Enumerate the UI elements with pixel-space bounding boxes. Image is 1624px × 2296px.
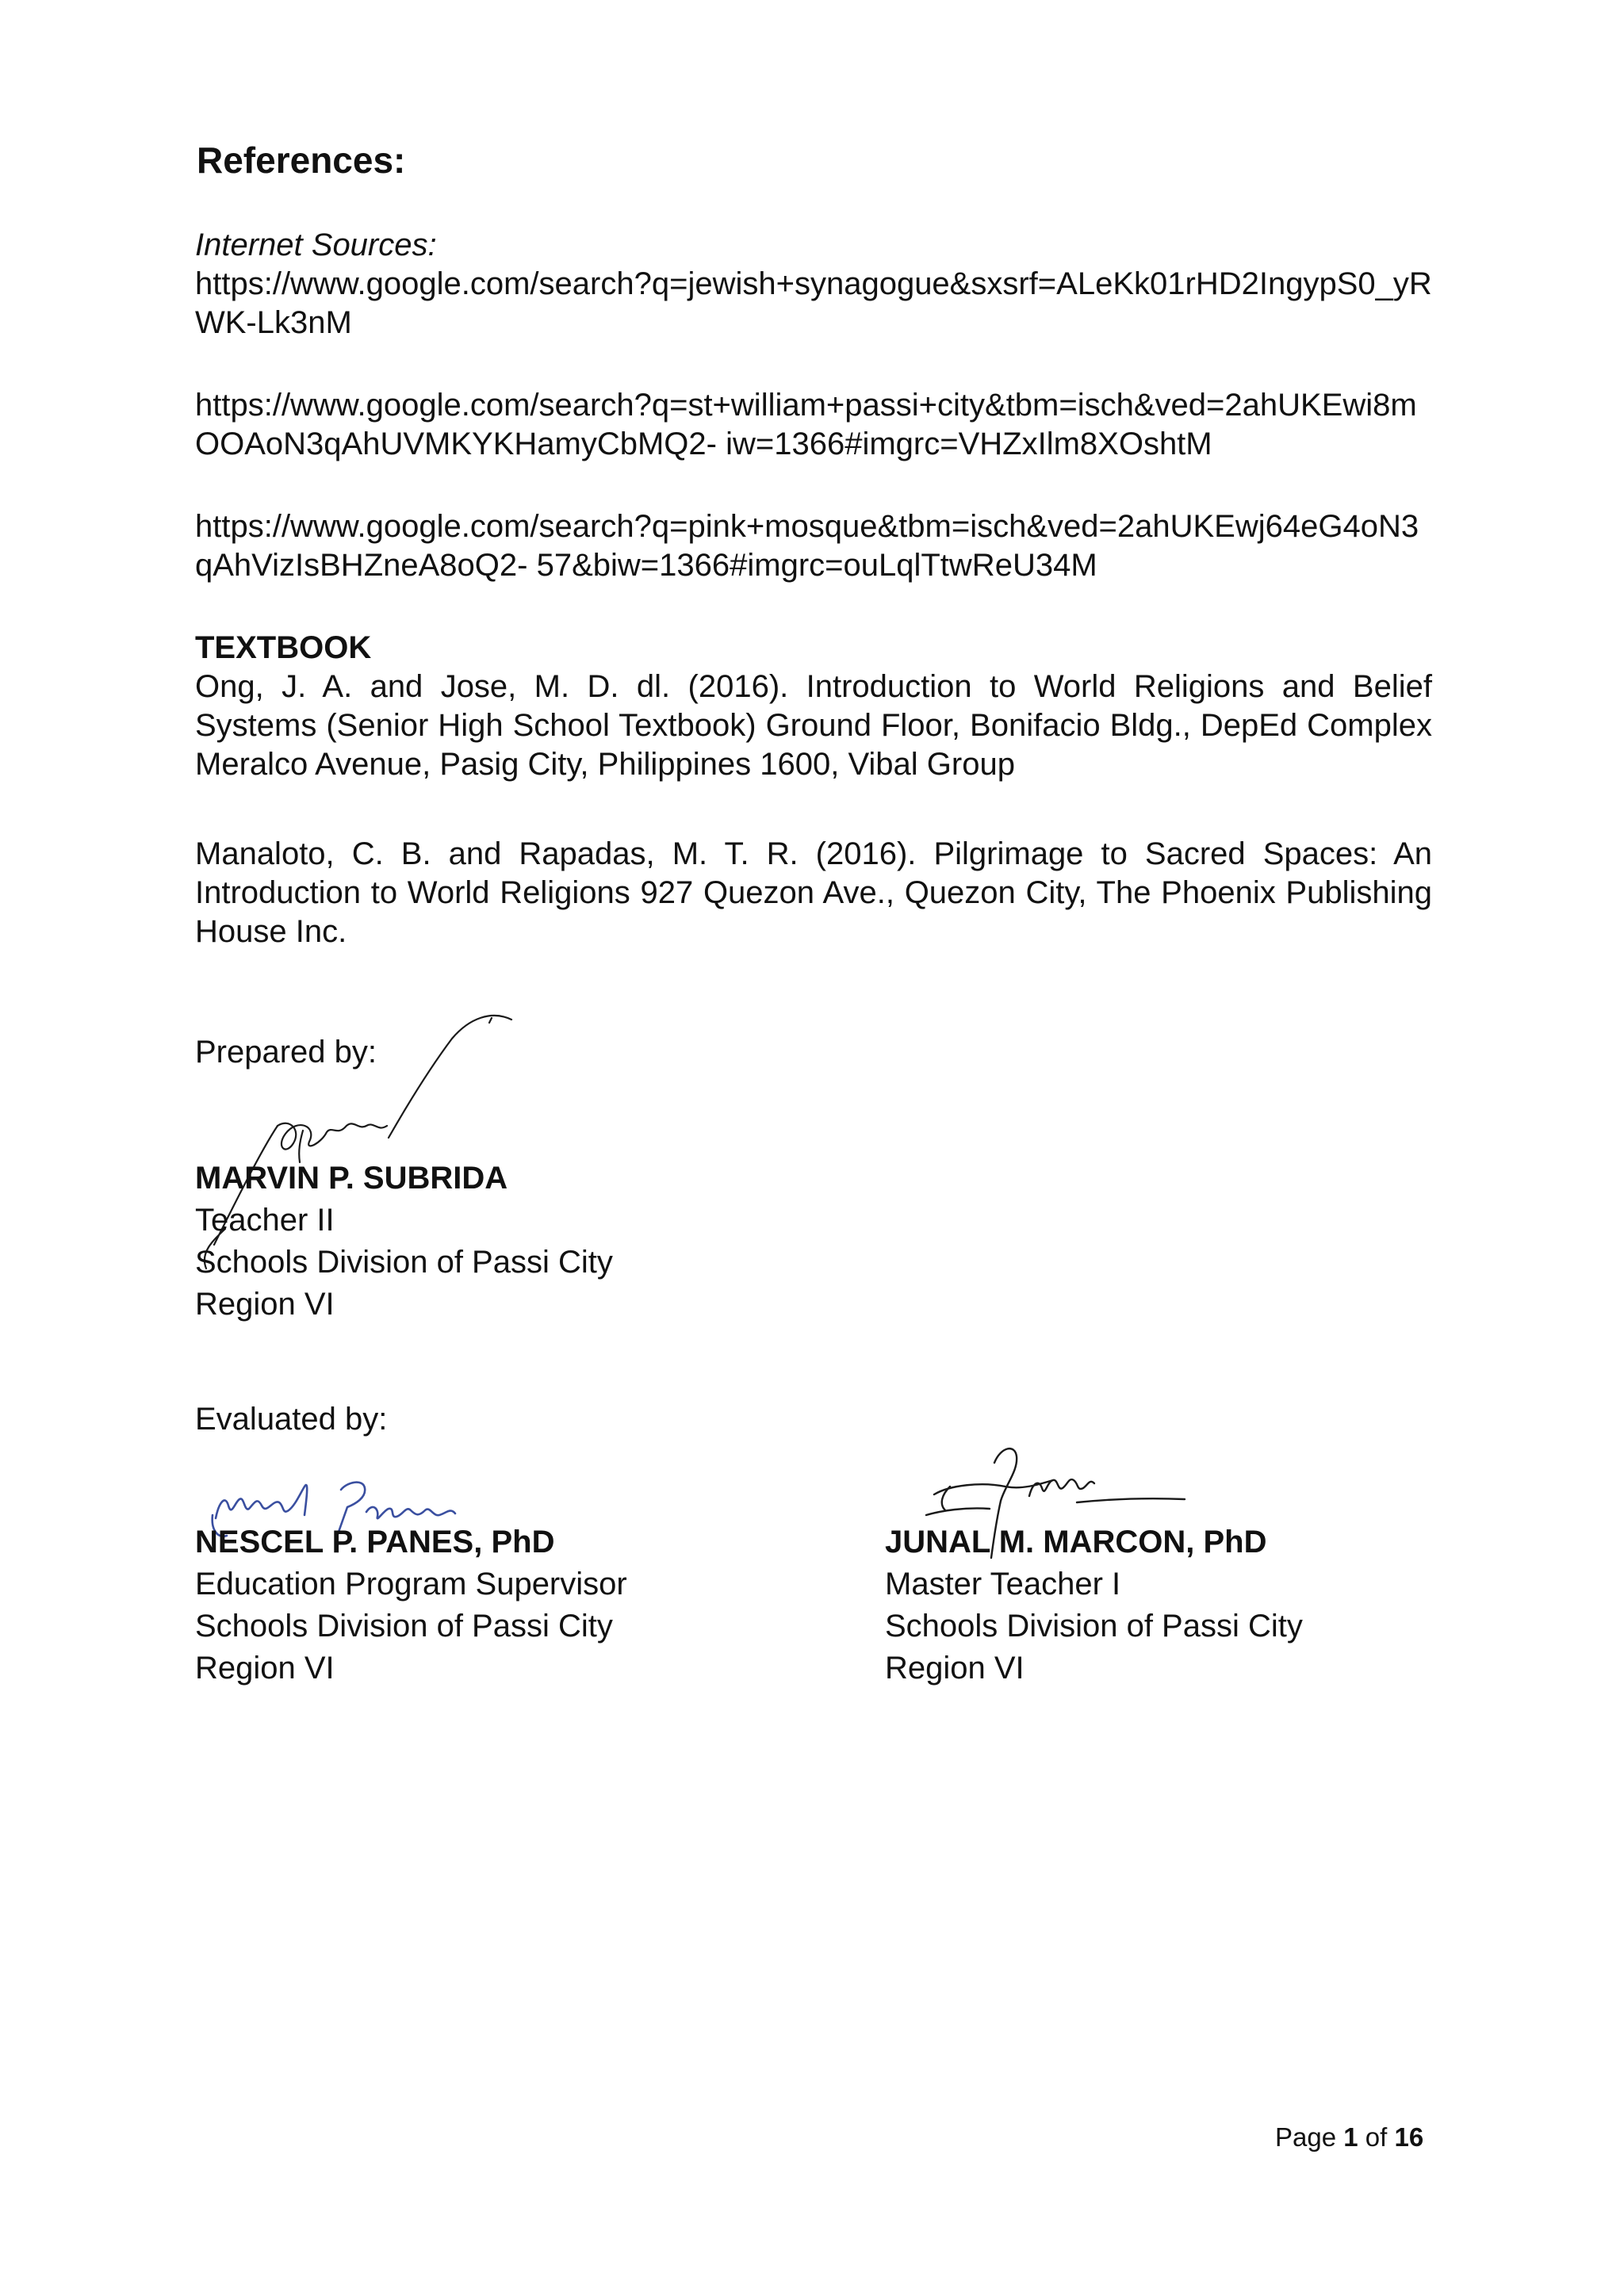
internet-sources-section-2 — [195, 386, 1432, 464]
textbook-label: TEXTBOOK — [195, 630, 372, 665]
internet-sources-label: Internet Sources: — [195, 228, 437, 262]
reference-url: https://www.google.com/search?q=st+william+passi+city&tbm=isch&ved=2ahUKEwi8mOOAoN3qAhUVMKYKHamyCbMQ2- iw=1366#imgrc=VHZxIlm8XOshtM — [195, 388, 1417, 461]
evaluator-1-info — [195, 1521, 627, 1689]
evaluated-by-label: Evaluated by: — [195, 1402, 388, 1437]
internet-sources-section — [195, 226, 1432, 342]
evaluator-2-title: Master Teacher I — [885, 1567, 1121, 1601]
current-page: 1 — [1343, 2122, 1358, 2152]
textbook-section — [195, 629, 1432, 784]
evaluator-2-name: JUNAL M. MARCON, PhD — [885, 1525, 1267, 1559]
page-of: of — [1358, 2122, 1395, 2152]
page-number — [1275, 2122, 1423, 2152]
evaluator-2-region: Region VI — [885, 1651, 1025, 1686]
textbook-entry: Ong, J. A. and Jose, M. D. dl. (2016). Introduction to World Religions and Belief Systems (Senior High School Textbook) Ground Floor, Bonifacio Bldg., DepEd Complex Meralco Avenue, Pasig City, Philippines 1600, Vibal Group — [195, 669, 1432, 782]
page-prefix: Page — [1275, 2122, 1344, 2152]
reference-url: https://www.google.com/search?q=jewish+synagogue&sxsrf=ALeKk01rHD2IngypS0_yRWK-Lk3nM — [195, 266, 1432, 340]
preparer-division: Schools Division of Passi City — [195, 1245, 613, 1280]
evaluator-2-division: Schools Division of Passi City — [885, 1609, 1303, 1644]
internet-sources-section-3 — [195, 507, 1432, 585]
evaluator-1-title: Education Program Supervisor — [195, 1567, 627, 1601]
prepared-by-info — [195, 1158, 613, 1326]
evaluator-1-region: Region VI — [195, 1651, 335, 1686]
reference-url: https://www.google.com/search?q=pink+mosque&tbm=isch&ved=2ahUKEwj64eG4oN3qAhVizIsBHZneA8oQ2- 57&biw=1366#imgrc=ouLqlTtwReU34M — [195, 509, 1419, 583]
evaluator-1-name: NESCEL P. PANES, PhD — [195, 1525, 555, 1559]
textbook-section-2 — [195, 835, 1432, 951]
references-heading: References: — [197, 140, 406, 181]
evaluator-2-info — [885, 1521, 1303, 1689]
evaluator-1-division: Schools Division of Passi City — [195, 1609, 613, 1644]
textbook-entry: Manaloto, C. B. and Rapadas, M. T. R. (2016). Pilgrimage to Sacred Spaces: An Introduction to World Religions 927 Quezon Ave., Quezon City, The Phoenix Publishing House Inc. — [195, 836, 1432, 949]
preparer-region: Region VI — [195, 1287, 335, 1322]
prepared-by-label: Prepared by: — [195, 1035, 377, 1070]
preparer-title: Teacher II — [195, 1203, 335, 1238]
preparer-name: MARVIN P. SUBRIDA — [195, 1161, 508, 1196]
total-pages: 16 — [1394, 2122, 1424, 2152]
